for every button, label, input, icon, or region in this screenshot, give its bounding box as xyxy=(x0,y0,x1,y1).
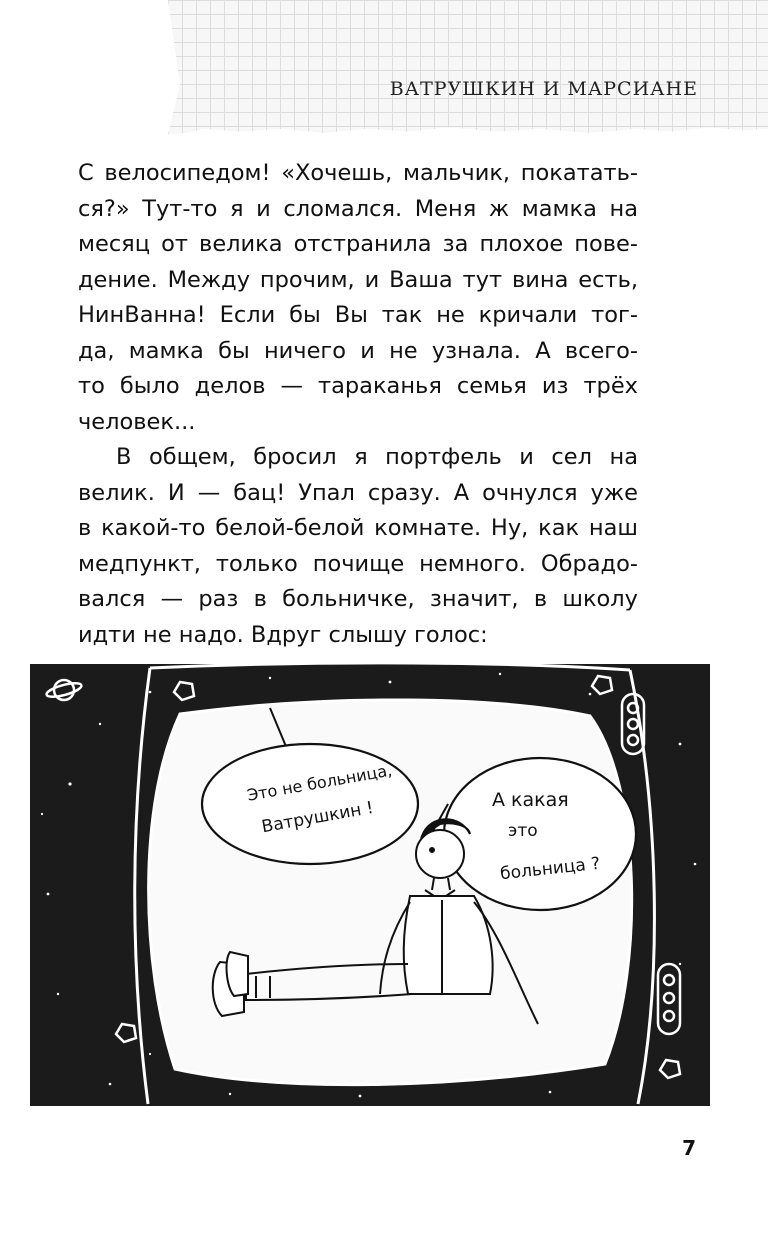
illustration-drawing xyxy=(30,664,710,1106)
text-line: человек... xyxy=(78,408,196,435)
text-line: С велосипедом! «Хочешь, мальчик, покатать- xyxy=(78,160,638,186)
illustration xyxy=(30,664,710,1106)
paragraph-1 xyxy=(78,156,638,440)
text-line: месяц от велика отстранила за плохое пове- xyxy=(78,231,638,257)
page-number: 7 xyxy=(682,1136,696,1160)
bubble-right-text-2: это xyxy=(508,821,538,841)
text-line: велик. И — бац! Упал сразу. А очнулся уже xyxy=(78,479,638,506)
bubble-right-text-1: А какая xyxy=(492,789,569,811)
text-line: вался — раз в больничке, значит, в школу xyxy=(78,586,638,612)
running-head: ВАТРУШКИН И МАРСИАНЕ xyxy=(389,78,698,100)
text-line: да, мамка бы ничего и не узнала. А всего- xyxy=(78,337,638,364)
text-line: В общем, бросил я портфель и сел на xyxy=(116,444,638,470)
bubble-left-text-2: Ватрушкин ! xyxy=(260,797,375,838)
text-line: то было делов — тараканья семья из трёх xyxy=(78,373,638,399)
text-line: в какой-то белой-белой комнате. Ну, как наш xyxy=(78,515,638,541)
text-line: НинВанна! Если бы Вы так не кричали тог- xyxy=(78,302,638,328)
paragraph-2 xyxy=(78,440,638,653)
text-line: идти не надо. Вдруг слышу голос: xyxy=(78,621,488,648)
planet-icon xyxy=(45,680,82,700)
text-line: ся?» Тут-то я и сломался. Меня ж мамка на xyxy=(78,195,638,222)
bubble-right-text-3: больница ? xyxy=(499,853,602,885)
grid-paper-header xyxy=(168,0,768,140)
bubble-left-text-1: Это не больница, xyxy=(245,760,394,805)
text-line: дение. Между прочим, и Ваша тут вина есть, xyxy=(78,266,638,293)
body-text xyxy=(78,156,638,653)
text-line: медпункт, только почище немного. Обрадо- xyxy=(78,550,638,577)
